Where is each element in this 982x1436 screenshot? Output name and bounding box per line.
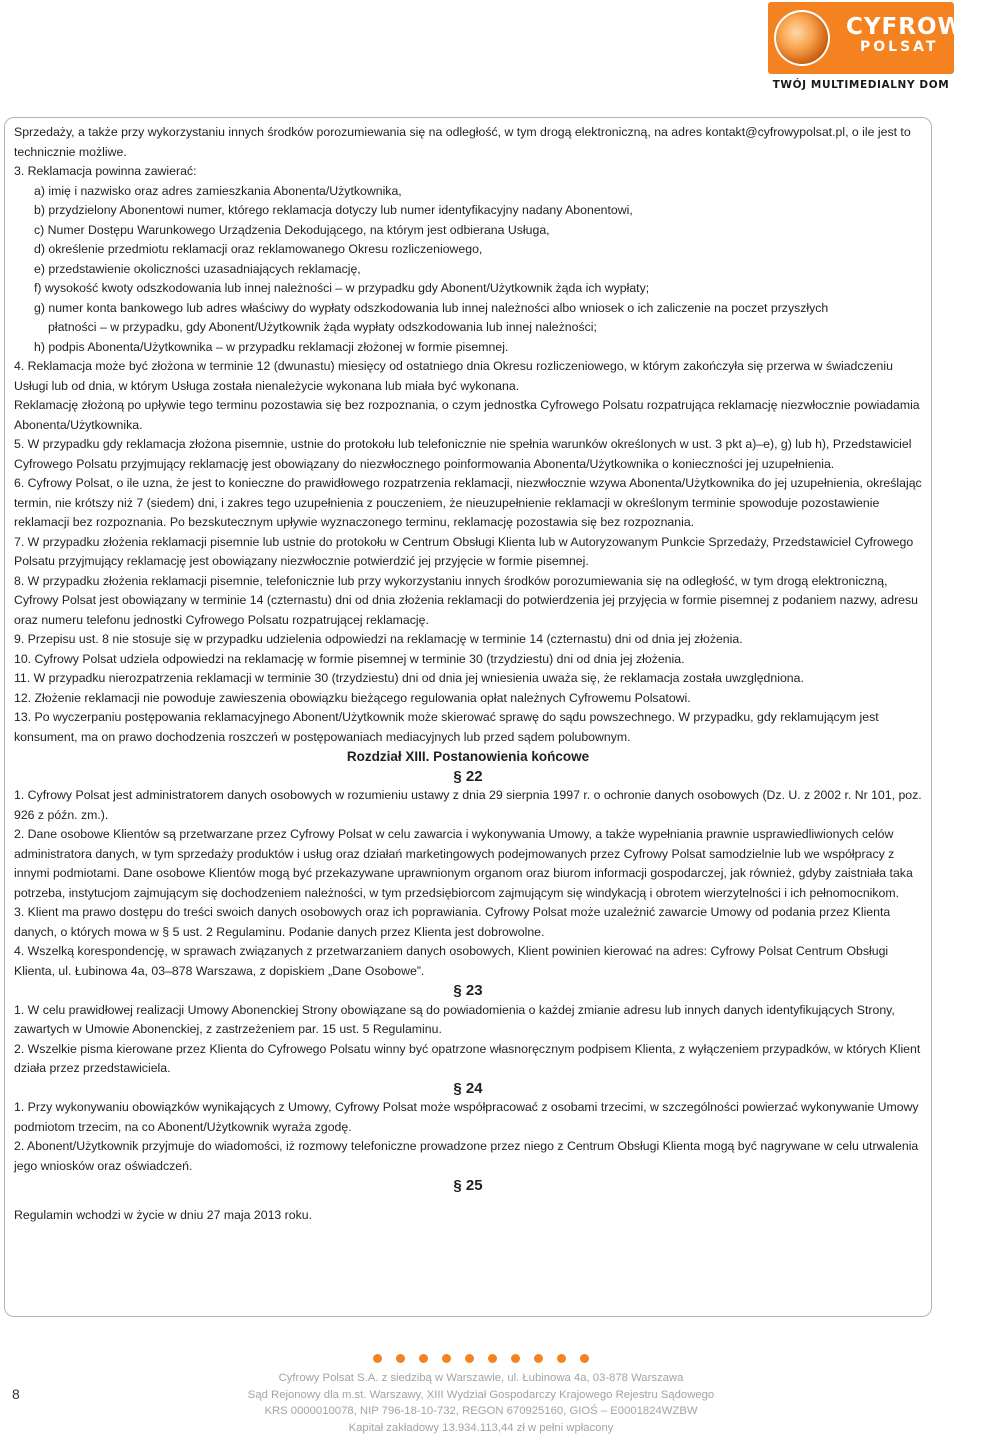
footer-dot — [580, 1354, 589, 1363]
paragraph: 12. Złożenie reklamacji nie powoduje zawieszenia obowiązku bieżącego regulowania opłat należnych Cyfrowemu Polsatowi. — [14, 690, 691, 705]
document-body — [14, 123, 922, 1225]
list-subitem-continuation: płatności – w przypadku, gdy Abonent/Użytkownik żąda wypłaty odszkodowania lub innej należności; — [48, 320, 597, 334]
paragraph: 2. Abonent/Użytkownik przyjmuje do wiadomości, iż rozmowy telefoniczne prowadzone przez niego z Centrum Obsługi Klienta mogą być nagrywane w celu utrwalenia jego wniosków oraz oświadczeń. — [14, 1139, 919, 1173]
paragraph: 4. Reklamacja może być złożona w terminie 12 (dwunastu) miesięcy od ostatniego dnia Okresu rozliczeniowego, w którym zakończyła się przerwa w świadczeniu Usługi lub od dnia, w którym Usługa została nienależycie wykonana lub miała być wykonana. — [14, 359, 893, 393]
spacer — [14, 1196, 922, 1206]
paragraph: 2. Wszelkie pisma kierowane przez Klienta do Cyfrowego Polsatu winny być opatrzone własnoręcznym podpisem Klienta, z wyłączeniem przypadków, w których Klient działa przez przedstawiciela. — [14, 1041, 921, 1075]
list-subitem: a) imię i nazwisko oraz adres zamieszkania Abonenta/Użytkownika, — [34, 183, 402, 198]
section-heading: § 23 — [453, 982, 483, 999]
page-number: 8 — [12, 1386, 20, 1402]
footer-line-registry: KRS 0000010078, NIP 796-18-10-732, REGON 670925160, GIOŚ – E0001824WZBW — [264, 1405, 698, 1418]
footer-line-court: Sąd Rejonowy dla m.st. Warszawy, XIII Wydział Gospodarczy Krajowego Rejestru Sądowego — [247, 1388, 715, 1401]
tagline: TWÓJ MULTIMEDIALNY DOM — [772, 79, 950, 91]
list-subitem: c) Numer Dostępu Warunkowego Urządzenia Dekodującego, na którym jest odbierana Usługa, — [34, 222, 550, 237]
section-heading: § 25 — [453, 1177, 483, 1194]
company-footer — [226, 1370, 736, 1436]
paragraph: 10. Cyfrowy Polsat udziela odpowiedzi na reklamację w formie pisemnej w terminie 30 (trzydziestu) dni od dnia jej złożenia. — [14, 651, 685, 666]
logo-line-1: CYFROWY — [846, 14, 982, 40]
list-subitem: f) wysokość kwoty odszkodowania lub innej należności – w przypadku gdy Abonent/Użytkownik żąda ich wypłaty; — [34, 281, 650, 295]
footer-dot — [534, 1354, 543, 1363]
cyfrowy-polsat-logo — [768, 2, 982, 74]
paragraph: 13. Po wyczerpaniu postępowania reklamacyjnego Abonent/Użytkownik może skierować sprawę do sądu powszechnego. W przypadku, gdy reklamującym jest konsument, ma on prawo dochodzenia roszczeń w postępowaniach mediacyjnych lub przed sądem polubownym. — [14, 710, 879, 744]
paragraph: 1. Cyfrowy Polsat jest administratorem danych osobowych w rozumieniu ustawy z dnia 29 sierpnia 1997 r. o ochronie danych osobowych (Dz. U. z 2002 r. Nr 101, poz. 926 z późn. zm.). — [14, 788, 922, 822]
paragraph: 9. Przepisu ust. 8 nie stosuje się w przypadku udzielenia odpowiedzi na reklamację w terminie 14 (czternastu) dni od dnia jej złożenia. — [14, 632, 743, 646]
footer-dot — [511, 1354, 520, 1363]
footer-dot — [373, 1354, 382, 1363]
paragraph: 5. W przypadku gdy reklamacja złożona pisemnie, ustnie do protokołu lub telefonicznie nie spełnia warunków określonych w ust. 3 pkt a)–e), g) lub h), Przedstawiciel Cyfrowego Polsatu przyjmujący reklamację jest obowiązany do niezwłocznego poinformowania Abonenta/Użytkownika o konieczności jej uzupełnienia. — [14, 437, 912, 471]
footer-dot — [465, 1354, 474, 1363]
list-subitem: d) określenie przedmiotu reklamacji oraz reklamowanego Okresu rozliczeniowego, — [34, 242, 483, 256]
footer-line-capital: Kapitał zakładowy 13.934.113,44 zł w pełni wpłacony — [348, 1421, 614, 1434]
section-heading: § 22 — [453, 767, 483, 785]
footer-dots — [373, 1354, 589, 1363]
footer-dot — [419, 1354, 428, 1363]
footer-dot — [396, 1354, 405, 1363]
paragraph: 3. Klient ma prawo dostępu do treści swoich danych osobowych oraz ich poprawiania. Cyfrowy Polsat może uzależnić zawarcie Umowy od podania przez Klienta danych, o których mowa w § 5 ust. 2 Regulaminu. Podanie danych przez Klienta jest dobrowolne. — [14, 905, 891, 939]
logo-line-2: POLSAT — [860, 39, 939, 55]
paragraph: Regulamin wchodzi w życie w dniu 27 maja 2013 roku. — [14, 1207, 313, 1222]
list-subitem: g) numer konta bankowego lub adres właściwy do wypłaty odszkodowania lub innej należności albo wniosek o ich zaliczenie na poczet przyszłych — [34, 300, 829, 315]
paragraph: 6. Cyfrowy Polsat, o ile uzna, że jest to konieczne do prawidłowego rozpatrzenia reklamacji, niezwłocznie wzywa Abonenta/Użytkownika do jej uzupełnienia, określając termin, nie krótszy niż 7 (siedem) dni, i zakres tego uzupełnienia z pouczeniem, że nieuzupełnienie reklamacji w określonym terminie spowoduje pozostawienie reklamacji bez rozpoznania. Po bezskutecznym upływie wyznaczonego terminu, reklamację pozostawia się bez rozpoznania. — [14, 476, 922, 529]
paragraph: 7. W przypadku złożenia reklamacji pisemnie lub ustnie do protokołu w Centrum Obsługi Klienta lub w Autoryzowanym Punkcie Sprzedaży, Przedstawiciel Cyfrowego Polsatu przyjmujący reklamację jest obowiązany niezwłocznie potwierdzić jej przyjęcie w formie pisemnej. — [14, 534, 914, 568]
footer-line-address: Cyfrowy Polsat S.A. z siedzibą w Warszawie, ul. Łubinowa 4a, 03-878 Warszawa — [278, 1372, 684, 1384]
footer-dot — [442, 1354, 451, 1363]
footer-dot — [557, 1354, 566, 1363]
paragraph: 8. W przypadku złożenia reklamacji pisemnie, telefonicznie lub przy wykorzystaniu innych środków porozumiewania się na odległość, w tym drogą elektroniczną, Cyfrowy Polsat jest obowiązany w terminie 14 (czternastu) dni od dnia złożenia reklamacji do potwierdzenia jej przyjęcia w formie pisemnej z podaniem nazwy, adresu oraz numeru telefonu jednostki Cyfrowego Polsatu rozpatrującej reklamację. — [14, 573, 919, 627]
paragraph: 3. Reklamacja powinna zawierać: — [14, 164, 197, 178]
list-subitem: e) przedstawienie okoliczności uzasadniających reklamację, — [34, 261, 361, 276]
paragraph: 11. W przypadku nierozpatrzenia reklamacji w terminie 30 (trzydziestu) dni od dnia jej wniesienia uważa się, że reklamacja została uwzględniona. — [14, 671, 804, 685]
paragraph: 4. Wszelką korespondencję, w sprawach związanych z przetwarzaniem danych osobowych, Klient powinien kierować na adres: Cyfrowy Polsat Centrum Obsługi Klienta, ul. Łubinowa 4a, 03–878 Warszawa, z dopiskiem „Dane Osobowe”. — [14, 944, 889, 978]
chapter-heading: Rozdział XIII. Postanowienia końcowe — [346, 749, 590, 764]
section-heading: § 24 — [453, 1079, 483, 1097]
globe-logo-icon — [774, 10, 830, 66]
list-subitem: b) przydzielony Abonentowi numer, którego reklamacja dotyczy lub numer identyfikacyjny nadany Abonentowi, — [34, 203, 633, 217]
paragraph: 2. Dane osobowe Klientów są przetwarzane przez Cyfrowy Polsat w celu zawarcia i wykonywania Umowy, a także wypełniania prawnie usprawiedliwionych celów administratora danych, w tym sprzedaży produktów i usług oraz działań marketingowych podejmowanych przez Cyfrowy Polsat samodzielnie lub we współpracy z innymi podmiotami. Dane osobowe Klientów mogą być przekazywane uprawnionym organom oraz biurom informacji gospodarczej, jak również, gdyby zaistniała taka potrzeba, instytucjom zajmującym się dochodzeniem należności, w tym przedsiębiorcom zajmującym się windykacją i obrotem wierzytelności i ich pełnomocnikom. — [14, 827, 913, 900]
paragraph: Reklamację złożoną po upływie tego terminu pozostawia się bez rozpoznania, o czym jednostka Cyfrowego Polsatu rozpatrująca reklamację niezwłocznie powiadamia Abonenta/Użytkownika. — [14, 398, 920, 432]
paragraph: 1. Przy wykonywaniu obowiązków wynikających z Umowy, Cyfrowy Polsat może współpracować z osobami trzecimi, w szczególności powierzać wykonywanie Umowy podmiotom trzecim, na co Abonent/Użytkownik wyraża zgodę. — [14, 1100, 919, 1134]
list-subitem: h) podpis Abonenta/Użytkownika – w przypadku reklamacji złożonej w formie pisemnej. — [34, 339, 509, 354]
footer-dot — [488, 1354, 497, 1363]
paragraph: 1. W celu prawidłowej realizacji Umowy Abonenckiej Strony obowiązane są do powiadomienia o każdej zmianie adresu lub innych danych identyfikujących Strony, zawartych w Umowie Abonenckiej, z zastrzeżeniem par. 15 ust. 5 Regulaminu. — [14, 1002, 895, 1036]
paragraph: Sprzedaży, a także przy wykorzystaniu innych środków porozumiewania się na odległość, w tym drogą elektroniczną, na adres kontakt@cyfrowypolsat.pl, o ile jest to technicznie możliwe. — [14, 125, 911, 159]
